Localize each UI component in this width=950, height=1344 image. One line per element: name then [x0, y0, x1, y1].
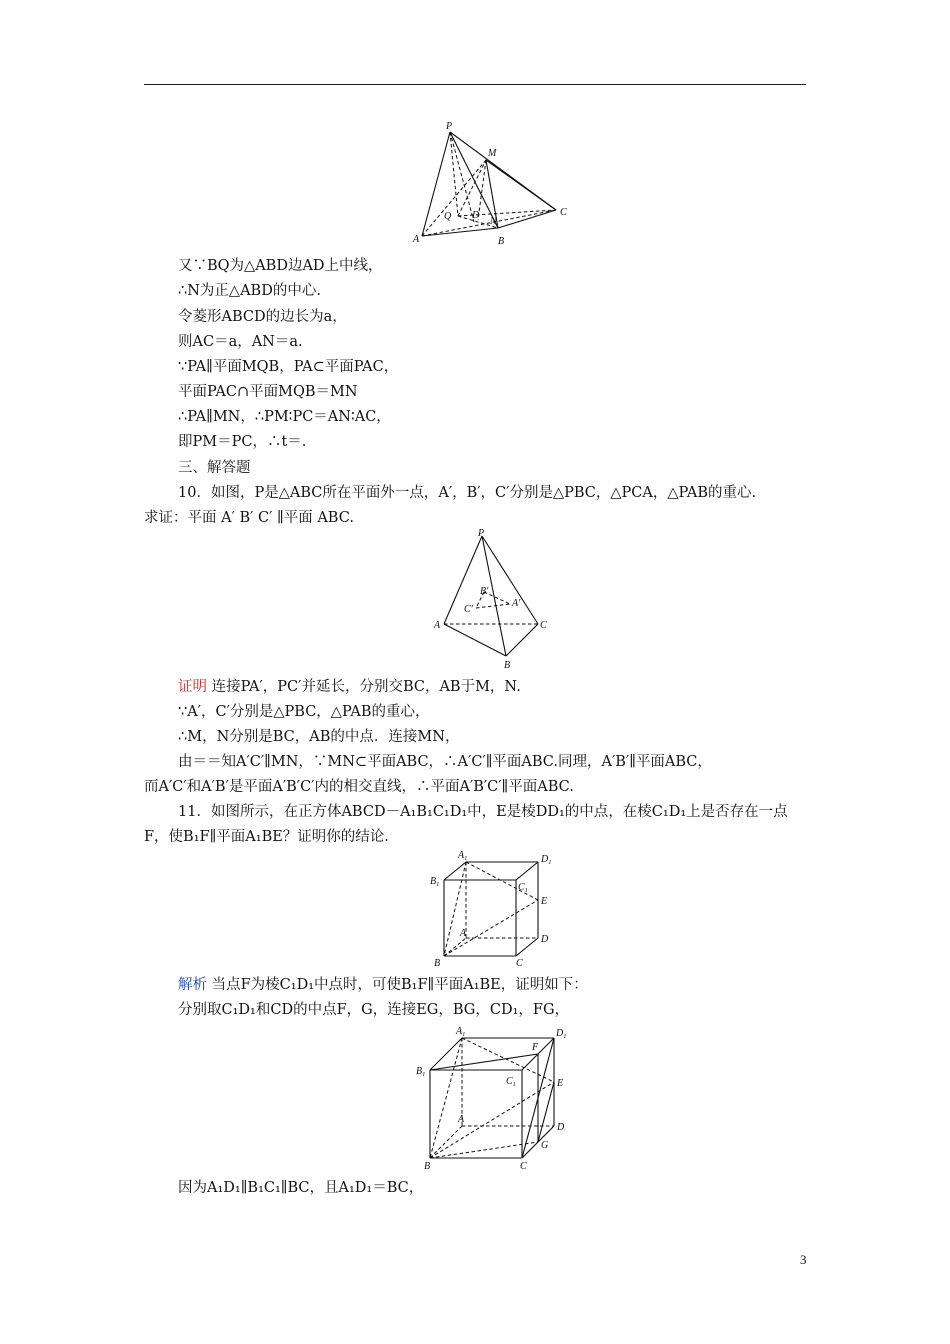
fig1-label-C: C	[560, 207, 567, 218]
header-rule	[144, 84, 806, 85]
fig1-label-Q: Q	[444, 211, 452, 222]
analysis-line-2: 分别取C₁D₁和CD的中点F，G，连接EG，BG，CD₁，FG，	[178, 1002, 570, 1018]
fig2-label-P: P	[478, 528, 485, 539]
fig3-label-D1: $D_1$	[541, 854, 552, 866]
figure-cube-a1be	[422, 848, 562, 972]
proof-label: 证明	[178, 679, 207, 695]
text-line-3: 令菱形ABCD的边长为a，	[178, 309, 347, 325]
text-line-1: 又∵BQ为△ABD边AD上中线，	[178, 258, 383, 274]
fig1-label-N: N	[490, 216, 497, 227]
proof-line-5: 而A′C′和A′B′是平面A′B′C′内的相交直线，∴平面A′B′C′∥平面ABC.	[144, 779, 574, 795]
fig4-label-C: C	[520, 1161, 527, 1172]
figure-tetrahedron-centroids	[432, 530, 552, 670]
fig1-label-D: D	[472, 210, 480, 221]
proof-line-2: ∵A′，C′分别是△PBC，△PAB的重心，	[178, 704, 430, 720]
proof-line-1-text: 连接PA′，PC′并延长，分别交BC，AB于M，N.	[207, 679, 521, 695]
fig3-label-B1: $B_1$	[430, 876, 440, 888]
fig1-label-M: M	[488, 148, 497, 159]
text-line-4: 则AC＝a，AN＝a.	[178, 334, 303, 350]
analysis-label: 解析	[178, 977, 207, 993]
fig1-label-B: B	[498, 236, 505, 247]
problem-10-line-1: 10．如图，P是△ABC所在平面外一点，A′，B′，C′分别是△PBC，△PCA，△PAB的重心.	[178, 485, 757, 501]
analysis-line-1-text: 当点F为棱C₁D₁中点时，可使B₁F∥平面A₁BE，证明如下：	[207, 977, 588, 993]
fig4-label-D: D	[557, 1122, 565, 1133]
fig4-label-D1: $D_1$	[556, 1028, 567, 1040]
text-line-8: 即PM＝PC，∴t＝.	[178, 434, 307, 450]
analysis-line-3: 因为A₁D₁∥B₁C₁∥BC，且A₁D₁＝BC，	[178, 1180, 424, 1196]
page-number: 3	[800, 1252, 807, 1267]
text-line-7: ∴PA∥MN，∴PM∶PC＝AN∶AC，	[178, 409, 391, 425]
fig3-label-A: A	[460, 928, 467, 939]
text-line-6: 平面PAC∩平面MQB＝MN	[178, 384, 358, 400]
fig1-label-A: A	[413, 234, 420, 245]
proof-line-1	[178, 677, 521, 697]
fig3-label-E: E	[541, 896, 548, 907]
problem-10-line-2: 求证：平面 A′ B′ C′ ∥平面 ABC.	[144, 510, 354, 526]
fig2-label-C: C	[540, 620, 547, 631]
fig4-label-B1: $B_1$	[416, 1066, 426, 1078]
text-line-2: ∴N为正△ABD的中心.	[178, 283, 321, 299]
fig3-label-A1: $A_1$	[458, 850, 468, 862]
fig3-label-C1: $C_1$	[518, 882, 528, 894]
fig2-label-A: A	[434, 620, 441, 631]
fig1-label-P: P	[446, 121, 453, 132]
fig4-label-A: A	[458, 1114, 465, 1125]
proof-line-3: ∴M，N分别是BC，AB的中点．连接MN，	[178, 729, 460, 745]
fig4-label-C1: $C_1$	[506, 1076, 516, 1088]
fig4-label-G: G	[541, 1140, 549, 1151]
analysis-line-1	[178, 975, 588, 995]
text-line-5: ∵PA∥平面MQB，PA⊂平面PAC，	[178, 359, 399, 375]
fig4-label-F: F	[532, 1042, 539, 1053]
fig3-label-D: D	[541, 934, 549, 945]
problem-11-line-1: 11．如图所示，在正方体ABCD－A₁B₁C₁D₁中，E是棱DD₁的中点，在棱C₁D₁上是否存在一点	[178, 804, 788, 820]
problem-11-line-2: F，使B₁F∥平面A₁BE？证明你的结论.	[144, 829, 389, 845]
fig2-label-B: B	[504, 660, 511, 671]
fig2-label-A-prime: A′	[512, 598, 521, 609]
proof-line-4: 由＝＝知A′C′∥MN，∵MN⊂平面ABC，∴A′C′∥平面ABC.同理，A′B′∥平面ABC，	[178, 754, 712, 770]
fig4-label-A1: $A_1$	[456, 1026, 466, 1038]
fig2-label-C-prime: C′	[464, 604, 473, 615]
fig4-label-E: E	[557, 1078, 564, 1089]
figure-cube-fg	[414, 1022, 574, 1172]
section-heading: 三、解答题	[178, 460, 251, 476]
fig4-label-B: B	[424, 1161, 431, 1172]
fig2-label-B-prime: B′	[480, 586, 489, 597]
fig3-label-B: B	[434, 958, 441, 969]
figure-pyramid-pmqb	[410, 120, 580, 250]
fig3-label-C: C	[516, 958, 523, 969]
